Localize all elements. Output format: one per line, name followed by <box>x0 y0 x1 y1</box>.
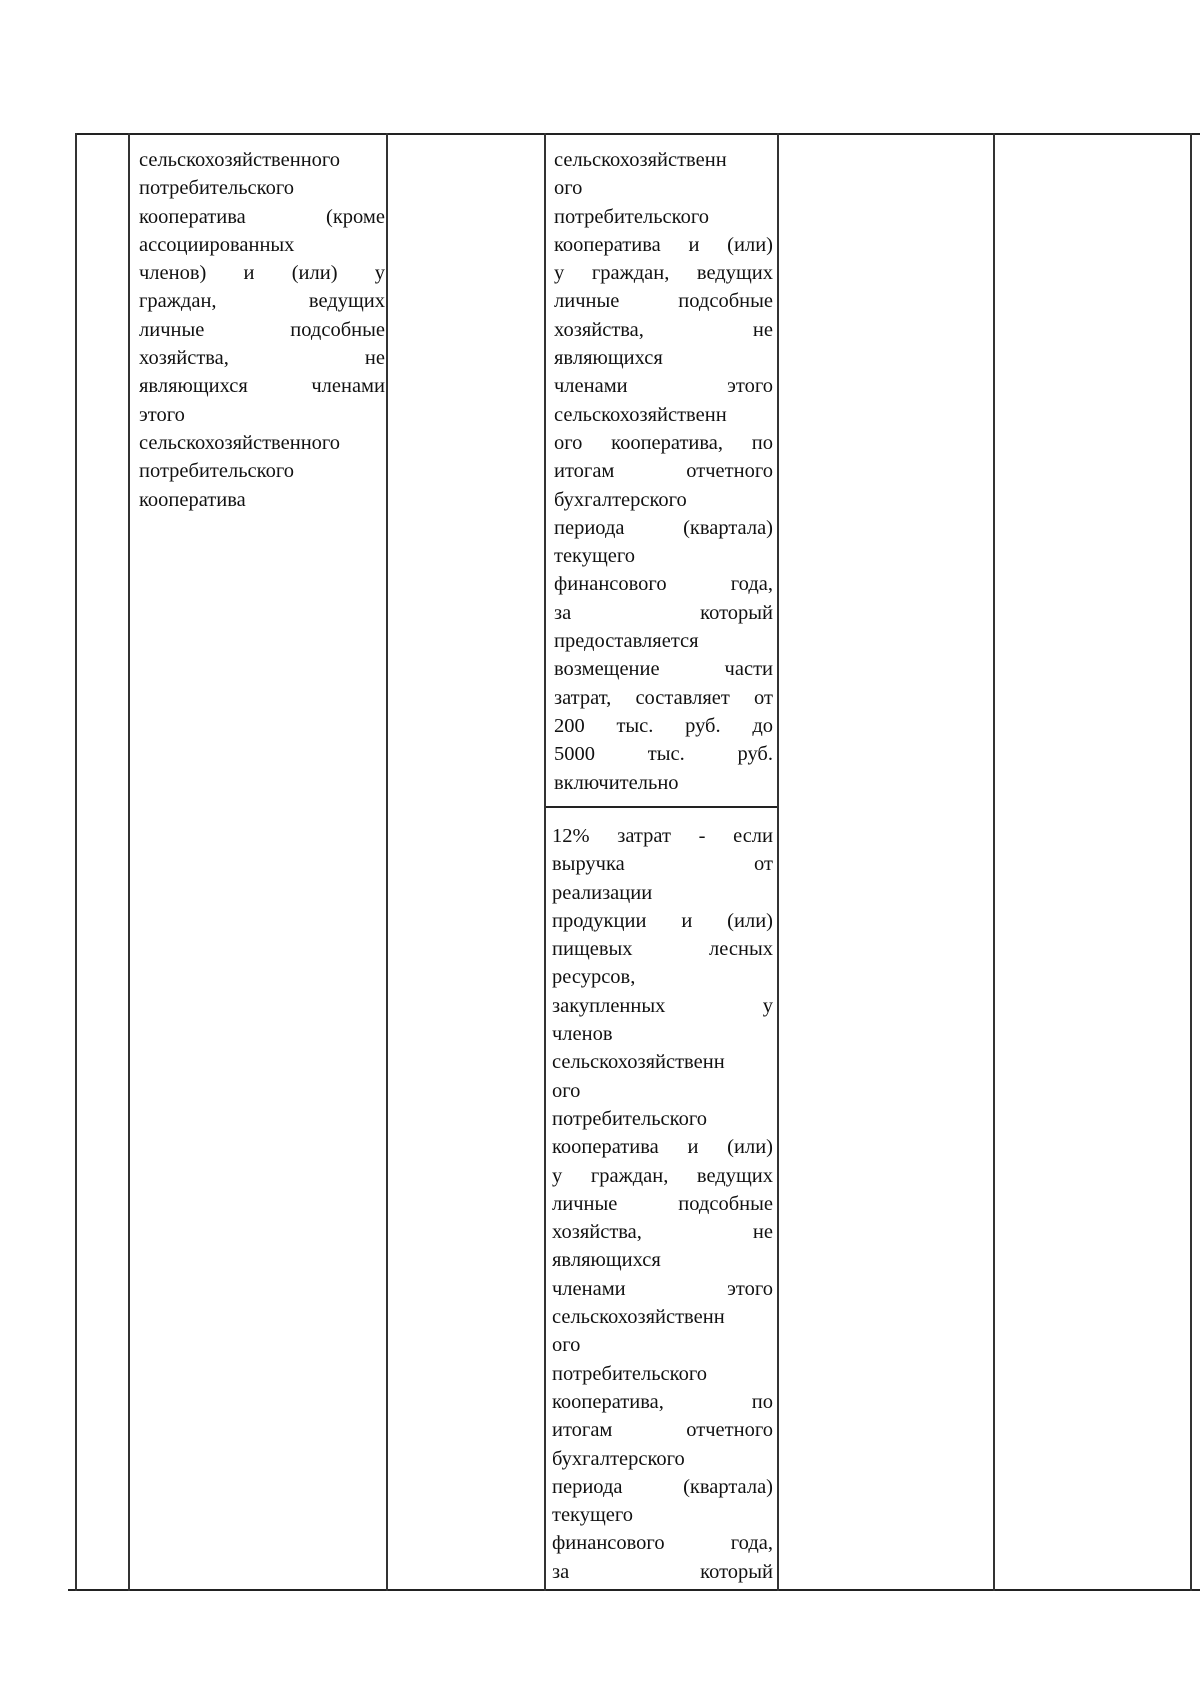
text-line: ассоциированных <box>139 233 295 256</box>
text-line: предоставляется <box>554 630 699 653</box>
text-line: 5000 тыс. руб. <box>554 743 773 766</box>
text-line: ого <box>552 1079 581 1102</box>
column-border-2 <box>128 133 130 1591</box>
text-line: итогам отчетного <box>554 460 773 483</box>
column-border-1 <box>75 133 77 1591</box>
text-line: финансового года, <box>554 573 773 596</box>
column-border-6 <box>993 133 995 1591</box>
text-line: сельскохозяйственн <box>554 403 727 426</box>
text-line: являющихся <box>552 1249 661 1272</box>
text-line: 200 тыс. руб. до <box>554 714 773 737</box>
text-line: затрат, составляет от <box>554 686 773 709</box>
text-line: членов <box>552 1023 613 1046</box>
text-line: являющихся членами <box>139 375 385 398</box>
column-border-3 <box>386 133 388 1591</box>
text-line: личные подсобные <box>552 1192 773 1215</box>
text-line: включительно <box>554 771 679 794</box>
text-line: финансового года, <box>552 1532 773 1555</box>
text-line: хозяйства, не <box>554 318 773 341</box>
text-line: итогам отчетного <box>552 1419 773 1442</box>
text-line: членами этого <box>552 1277 773 1300</box>
text-line: кооператива и (или) <box>554 233 773 256</box>
text-line: сельскохозяйственного <box>139 149 341 171</box>
text-line: кооператива (кроме <box>139 205 385 228</box>
text-line: сельскохозяйственн <box>552 1306 725 1329</box>
text-line: потребительского <box>552 1362 707 1385</box>
text-line: являющихся <box>554 347 663 370</box>
text-line: кооператива <box>139 488 246 511</box>
text-line: хозяйства, не <box>139 347 385 370</box>
text-line: реализации <box>552 881 653 904</box>
text-line: личные подсобные <box>139 318 385 341</box>
text-line: у граждан, ведущих <box>552 1164 773 1187</box>
text-line: пищевых лесных <box>552 938 773 961</box>
text-line: членов) и (или) у <box>139 262 385 285</box>
cell-condition-2 <box>552 822 773 1586</box>
text-line: сельскохозяйственн <box>552 1051 725 1074</box>
table-bottom-border <box>68 1589 1200 1591</box>
text-line: кооператива, по <box>552 1390 773 1413</box>
text-line: членами этого <box>554 375 773 398</box>
text-line: хозяйства, не <box>552 1221 773 1244</box>
text-line: 12% затрат - если <box>552 825 773 847</box>
text-line: периода (квартала) <box>554 516 773 539</box>
cell-condition-1 <box>554 146 773 797</box>
text-line: кооператива и (или) <box>552 1136 773 1159</box>
text-line: ого <box>552 1334 581 1357</box>
text-line: выручка от <box>552 853 773 876</box>
text-line: у граждан, ведущих <box>554 262 773 285</box>
text-line: за который <box>554 601 773 624</box>
text-line: потребительского <box>554 205 709 228</box>
text-line: граждан, ведущих <box>139 290 385 313</box>
text-line: текущего <box>552 1504 634 1527</box>
column-border-7 <box>1190 133 1192 1591</box>
text-line: за который <box>552 1560 773 1583</box>
text-line: продукции и (или) <box>552 909 773 932</box>
column-border-4 <box>544 133 546 1591</box>
text-line: сельскохозяйственного <box>139 431 341 454</box>
text-line: бухгалтерского <box>552 1447 685 1470</box>
cell-divider <box>545 806 778 808</box>
text-line: закупленных у <box>552 994 773 1017</box>
text-line: этого <box>139 403 185 426</box>
text-line: потребительского <box>139 460 294 483</box>
text-line: бухгалтерского <box>554 488 687 511</box>
text-line: потребительского <box>552 1107 707 1130</box>
text-line: ого кооператива, по <box>554 431 773 454</box>
text-line: сельскохозяйственн <box>554 149 727 171</box>
text-line: периода (квартала) <box>552 1475 773 1498</box>
text-line: текущего <box>554 545 636 568</box>
text-line: потребительского <box>139 177 294 200</box>
column-border-5 <box>777 133 779 1591</box>
text-line: ого <box>554 177 583 200</box>
text-line: личные подсобные <box>554 290 773 313</box>
table-top-border <box>76 133 1200 135</box>
text-line: ресурсов, <box>552 966 636 989</box>
cell-description <box>139 146 385 514</box>
text-line: возмещение части <box>554 658 773 681</box>
